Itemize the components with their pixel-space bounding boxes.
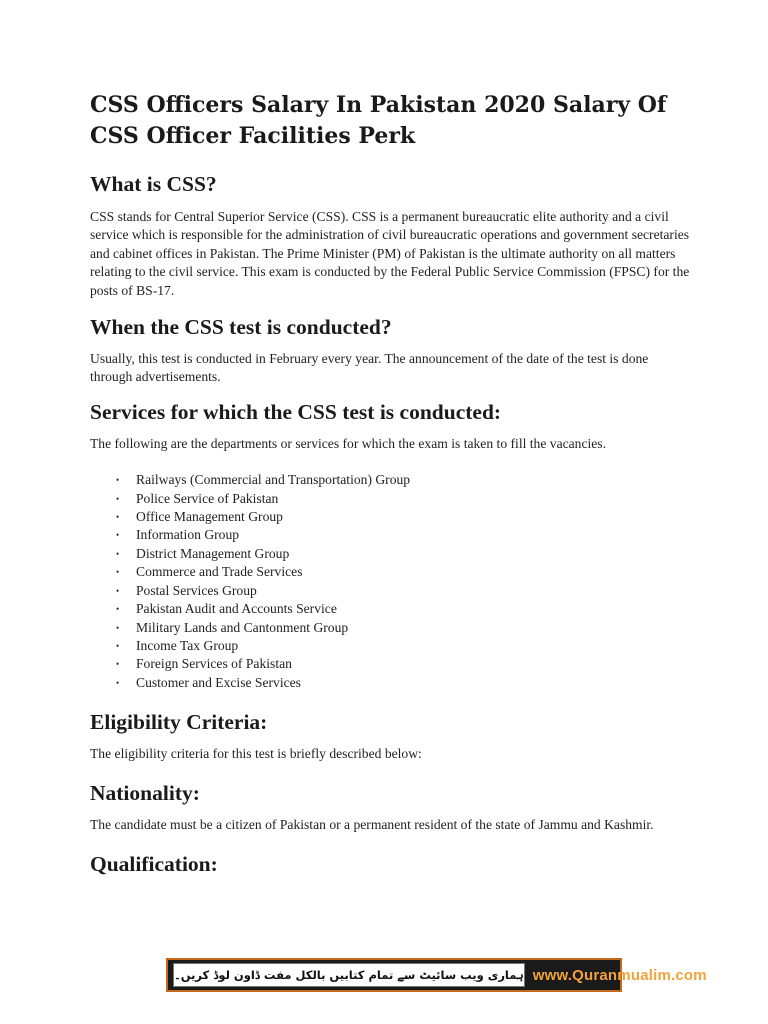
list-item-text: District Management Group bbox=[136, 545, 290, 561]
document-title: CSS Officers Salary In Pakistan 2020 Salary Of CSS Officer Facilities Perk bbox=[90, 92, 667, 149]
bullet-icon: • bbox=[116, 659, 120, 670]
list-item bbox=[116, 637, 690, 655]
bullet-icon: • bbox=[116, 585, 120, 596]
bullet-icon: • bbox=[116, 677, 120, 688]
heading-when-conducted: When the CSS test is conducted? bbox=[90, 315, 392, 340]
paragraph-services-intro: The following are the departments or services for which the exam is taken to fill the vacancies. bbox=[90, 435, 606, 451]
bullet-icon: • bbox=[116, 604, 120, 615]
heading-eligibility: Eligibility Criteria: bbox=[90, 710, 268, 735]
bullet-icon: • bbox=[116, 622, 120, 633]
list-item-text: Railways (Commercial and Transportation) Group bbox=[136, 472, 411, 488]
list-item bbox=[116, 526, 690, 544]
document-page bbox=[90, 90, 690, 878]
bullet-icon: • bbox=[116, 493, 120, 504]
banner-site-link[interactable]: www.Quranmualim.com bbox=[532, 966, 707, 984]
list-item bbox=[116, 563, 690, 581]
banner-urdu-text: ہماری ویب سائیٹ سے تمام کتابیں بالکل مفت ڈاون لوڈ کریں۔ bbox=[173, 963, 525, 987]
heading-services: Services for which the CSS test is conducted: bbox=[90, 399, 502, 424]
list-item-text: Information Group bbox=[136, 527, 240, 543]
list-item bbox=[116, 545, 690, 563]
footer-banner[interactable] bbox=[166, 958, 707, 992]
list-item-text: Customer and Excise Services bbox=[136, 674, 301, 690]
services-list bbox=[90, 471, 690, 692]
list-item-text: Military Lands and Cantonment Group bbox=[136, 619, 349, 635]
list-item bbox=[116, 490, 690, 508]
paragraph-when-conducted: Usually, this test is conducted in February every year. The announcement of the date of the test is done through advertisements. bbox=[90, 351, 649, 385]
bullet-icon: • bbox=[116, 567, 120, 578]
list-item bbox=[116, 508, 690, 526]
heading-nationality: Nationality: bbox=[90, 780, 200, 805]
list-item-text: Police Service of Pakistan bbox=[136, 490, 279, 506]
bullet-icon: • bbox=[116, 512, 120, 523]
paragraph-what-is-css: CSS stands for Central Superior Service (CSS). CSS is a permanent bureaucratic elite authority and a civil service which is responsible for the administration of civil bureaucratic operations and government secretaries and cabinet offices in Pakistan. The Prime Minister (PM) of Pakistan is the ultimate authority on all matters relating to the civil service. This exam is conducted by the Federal Public Service Commission (FPSC) for the posts of BS-17. bbox=[90, 209, 690, 298]
list-item-text: Foreign Services of Pakistan bbox=[136, 656, 292, 672]
list-item bbox=[116, 600, 690, 618]
list-item bbox=[116, 674, 690, 692]
list-item-text: Office Management Group bbox=[136, 509, 283, 525]
bullet-icon: • bbox=[116, 640, 120, 651]
paragraph-eligibility: The eligibility criteria for this test is briefly described below: bbox=[90, 746, 422, 762]
list-item bbox=[116, 619, 690, 637]
bullet-icon: • bbox=[116, 475, 120, 486]
list-item bbox=[116, 471, 690, 489]
list-item bbox=[116, 582, 690, 600]
list-item-text: Postal Services Group bbox=[136, 582, 257, 598]
bullet-icon: • bbox=[116, 530, 120, 541]
bullet-icon: • bbox=[116, 548, 120, 559]
list-item bbox=[116, 655, 690, 673]
list-item-text: Income Tax Group bbox=[136, 637, 239, 653]
heading-qualification: Qualification: bbox=[90, 851, 218, 876]
heading-what-is-css: What is CSS? bbox=[90, 172, 217, 196]
list-item-text: Commerce and Trade Services bbox=[136, 564, 303, 580]
list-item-text: Pakistan Audit and Accounts Service bbox=[136, 601, 337, 617]
paragraph-nationality: The candidate must be a citizen of Pakistan or a permanent resident of the state of Jammu and Kashmir. bbox=[90, 816, 654, 832]
